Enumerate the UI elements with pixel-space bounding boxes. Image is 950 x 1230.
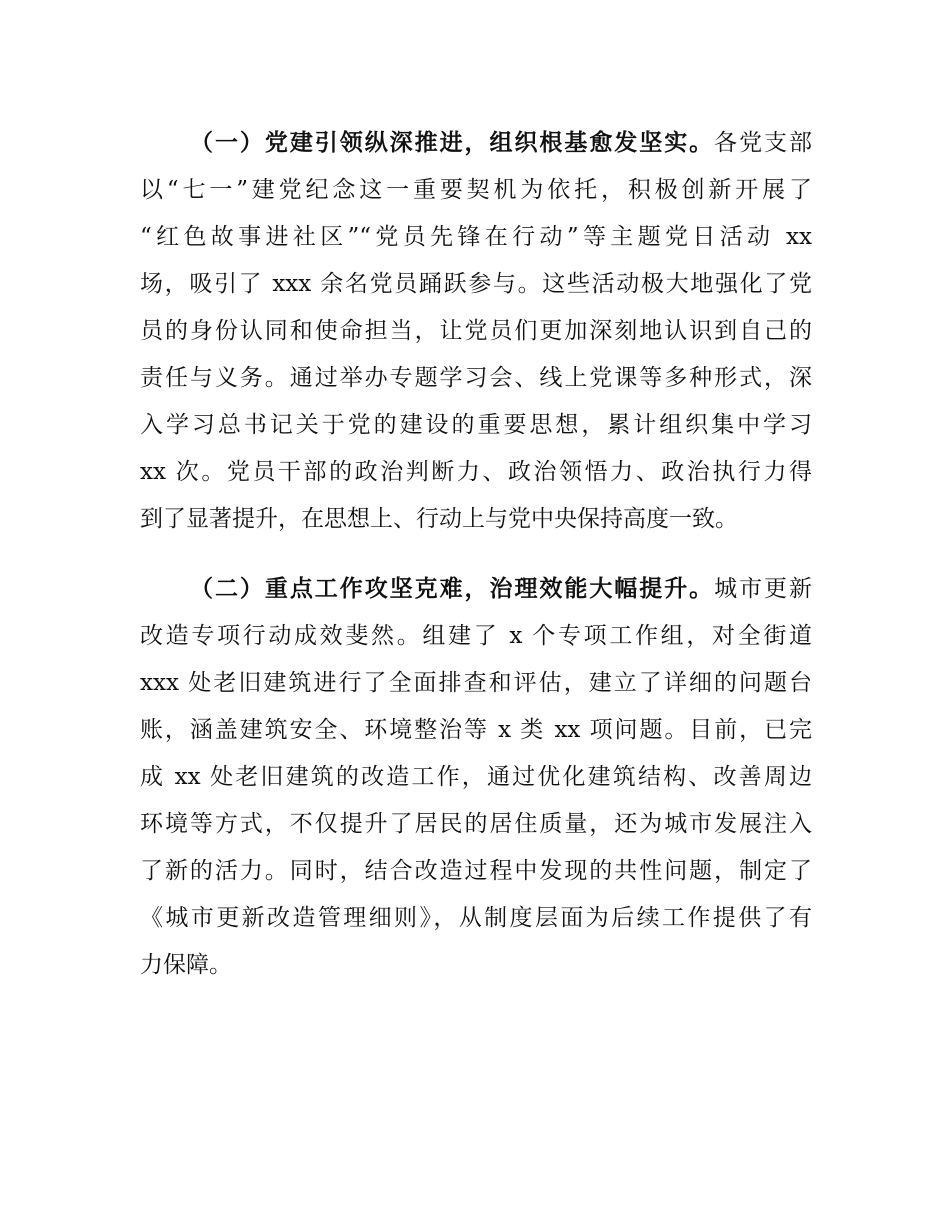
body-line: 以“七一”建党纪念这一重要契机为依托，积极创新开展了: [140, 177, 812, 203]
body-text: 各党支部: [714, 130, 812, 156]
body-line: xxx 处老旧建筑进行了全面排查和评估，建立了详细的问题台: [140, 670, 812, 696]
body-line: 了新的活力。同时，结合改造过程中发现的共性问题，制定了: [140, 858, 812, 884]
paragraph-party-building: [140, 120, 812, 543]
paragraph-first-line: [140, 566, 812, 613]
paragraph-key-work: [140, 566, 812, 989]
body-line: 《城市更新改造管理细则》，从制度层面为后续工作提供了有: [140, 905, 812, 931]
body-line: 改造专项行动成效斐然。组建了 x 个专项工作组，对全街道: [140, 623, 812, 649]
body-line: 账，涵盖建筑安全、环境整治等 x 类 xx 项问题。目前，已完: [140, 717, 812, 743]
body-line: xx 次。党员干部的政治判断力、政治领悟力、政治执行力得: [140, 459, 812, 485]
section-heading: （二）重点工作攻坚克难，治理效能大幅提升。: [190, 576, 715, 602]
body-line: 到了显著提升，在思想上、行动上与党中央保持高度一致。: [140, 506, 738, 532]
body-line: 成 xx 处老旧建筑的改造工作，通过优化建筑结构、改善周边: [140, 764, 812, 790]
section-heading: （一）党建引领纵深推进，组织根基愈发坚实。: [190, 130, 715, 156]
paragraph-first-line: [140, 120, 812, 167]
document-page: [140, 120, 812, 1012]
body-line: 责任与义务。通过举办专题学习会、线上党课等多种形式，深: [140, 365, 812, 391]
body-line: 力保障。: [140, 952, 232, 978]
body-line: 入学习总书记关于党的建设的重要思想，累计组织集中学习: [140, 412, 812, 438]
body-line: 员的身份认同和使命担当，让党员们更加深刻地认识到自己的: [140, 318, 812, 344]
body-text: 城市更新: [714, 576, 812, 602]
body-line: “红色故事进社区”“党员先锋在行动”等主题党日活动 xx: [140, 224, 812, 250]
body-line: 场，吸引了 xxx 余名党员踊跃参与。这些活动极大地强化了党: [140, 271, 812, 297]
body-line: 环境等方式，不仅提升了居民的居住质量，还为城市发展注入: [140, 811, 812, 837]
